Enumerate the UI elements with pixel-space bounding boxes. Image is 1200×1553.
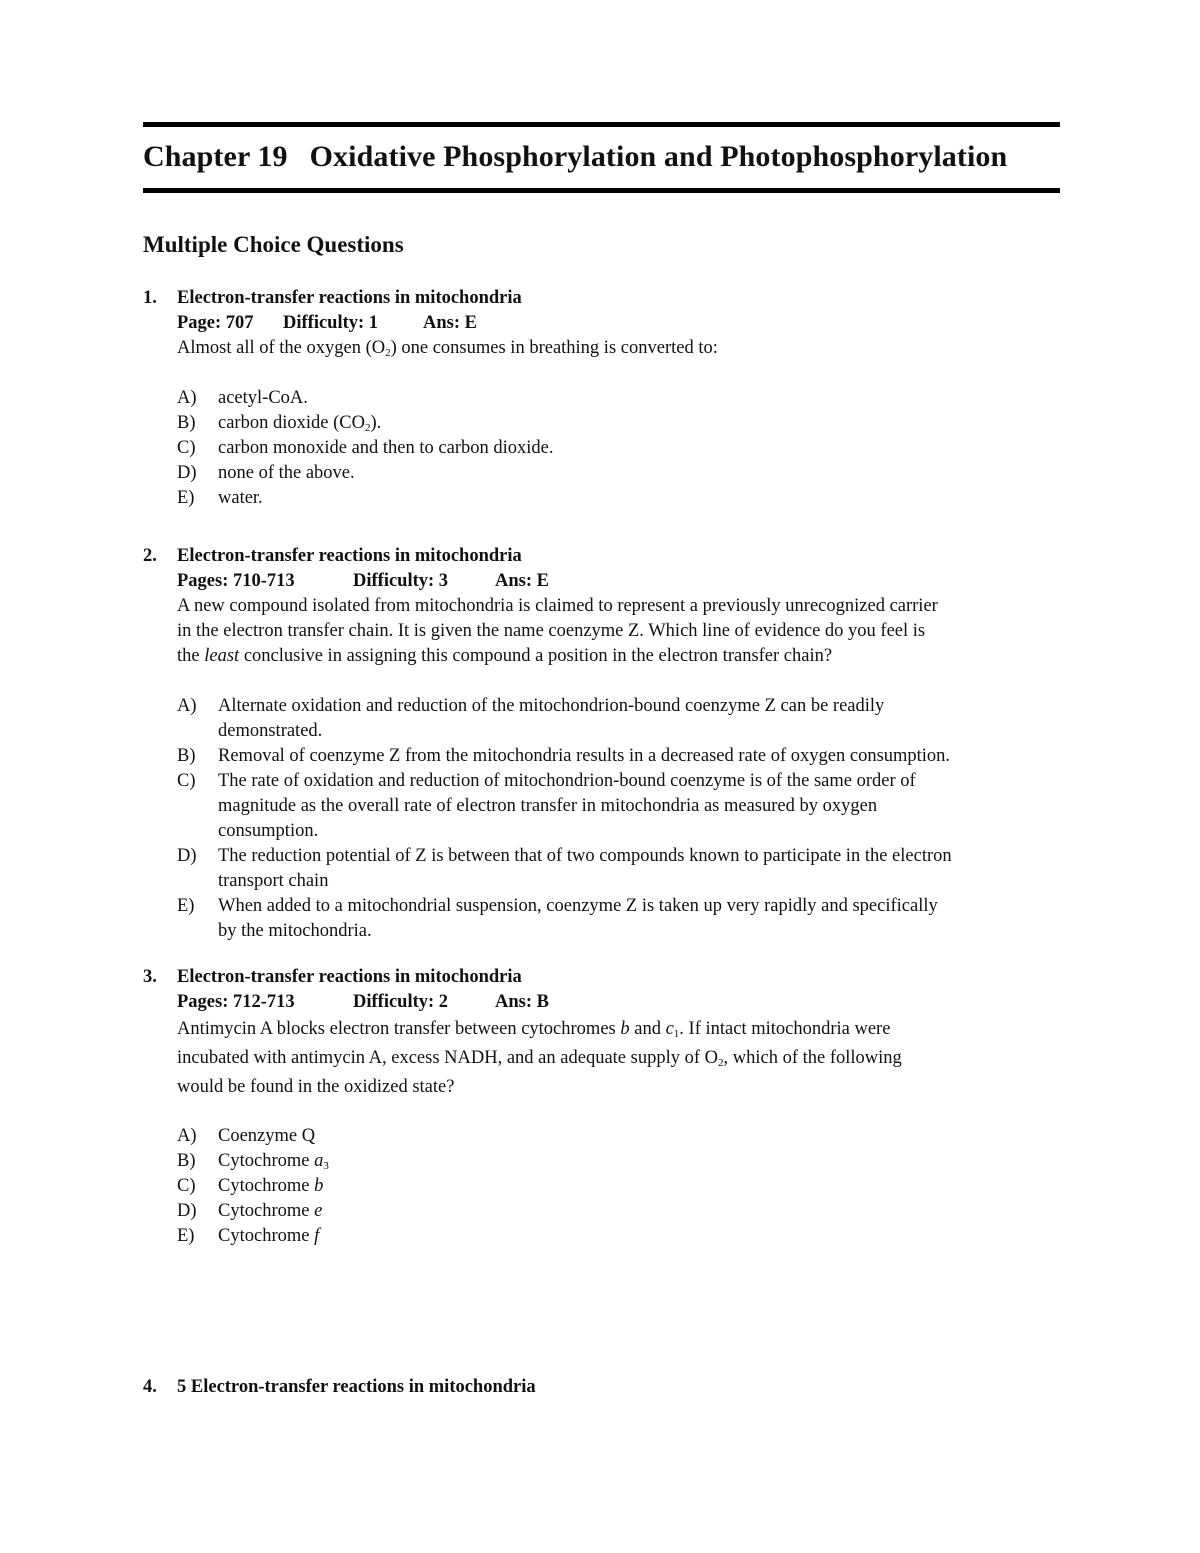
stem-text: Antimycin A blocks electron transfer between cytochromes (177, 1019, 621, 1039)
question-meta (143, 569, 1063, 594)
question-header (143, 965, 1063, 990)
option-text: carbon monoxide and then to carbon dioxide. (218, 438, 554, 458)
difficulty: Difficulty: 1 (283, 313, 379, 333)
option-c (177, 769, 1063, 844)
option-text: Cytochrome (218, 1176, 315, 1196)
question-header (143, 286, 1063, 311)
option-letter: B) (177, 746, 196, 766)
option-c (177, 1174, 1063, 1199)
option-e (177, 894, 1063, 944)
option-letter: D) (177, 463, 197, 483)
question-topic: Electron-transfer reactions in mitochondria (177, 546, 522, 566)
stem-subscript: 2 (718, 1057, 724, 1069)
option-letter: D) (177, 846, 197, 866)
option-letter: B) (177, 1151, 196, 1171)
option-text: water. (218, 488, 263, 508)
option-text: consumption. (218, 821, 319, 841)
question-topic: Electron-transfer reactions in mitochondria (177, 288, 522, 308)
option-letter: C) (177, 771, 196, 791)
option-text: The rate of oxidation and reduction of mitochondrion-bound coenzyme is of the same order of (218, 771, 916, 791)
option-emphasis: a (314, 1151, 324, 1171)
option-letter: B) (177, 413, 196, 433)
stem-line: A new compound isolated from mitochondria is claimed to represent a previously unrecognized carrier (177, 596, 938, 616)
option-letter: E) (177, 896, 195, 916)
page-ref: Page: 707 (177, 313, 254, 333)
option-text: acetyl-CoA. (218, 388, 308, 408)
section-heading: Multiple Choice Questions (143, 232, 404, 257)
stem-text: . If intact mitochondria were (679, 1019, 891, 1039)
option-e (177, 1224, 1063, 1249)
option-a (177, 386, 1063, 411)
page-ref: Pages: 710-713 (177, 571, 295, 591)
option-subscript: 2 (364, 422, 371, 434)
stem-subscript: 2 (385, 347, 391, 359)
question-stem (143, 1015, 1063, 1102)
question-2 (143, 544, 1063, 944)
question-topic: Electron-transfer reactions in mitochondria (177, 967, 522, 987)
difficulty: Difficulty: 3 (353, 571, 449, 591)
option-text: by the mitochondria. (218, 921, 372, 941)
question-1 (143, 286, 1063, 511)
option-text: Alternate oxidation and reduction of the mitochondrion-bound coenzyme Z can be readily (218, 696, 885, 716)
question-number: 2. (143, 546, 157, 566)
option-a (177, 1124, 1063, 1149)
page-ref: Pages: 712-713 (177, 992, 295, 1012)
chapter-number: Chapter 19 (143, 140, 288, 173)
stem-line: in the electron transfer chain. It is given the name coenzyme Z. Which line of evidence do you feel is (177, 621, 926, 641)
top-rule (143, 122, 1060, 127)
question-stem (143, 336, 1063, 361)
stem-text: , which of the following (723, 1048, 902, 1068)
stem-text: and (629, 1019, 666, 1039)
option-letter: C) (177, 438, 196, 458)
answer-options (143, 1124, 1063, 1249)
option-letter: E) (177, 488, 195, 508)
stem-subscript: 1 (673, 1028, 680, 1040)
option-text: carbon dioxide (CO (218, 413, 365, 433)
stem-text: ) one consumes in breathing is converted to: (390, 338, 718, 358)
option-text: demonstrated. (218, 721, 323, 741)
question-4 (143, 1377, 536, 1398)
stem-text: conclusive in assigning this compound a position in the electron transfer chain? (239, 646, 833, 666)
option-text: none of the above. (218, 463, 355, 483)
chapter-title (143, 140, 1007, 174)
answer-options (143, 694, 1063, 944)
stem-text: Almost all of the oxygen (O (177, 338, 386, 358)
option-subscript: 3 (323, 1160, 329, 1172)
stem-text: incubated with antimycin A, excess NADH, and an adequate supply of O (177, 1048, 718, 1068)
option-emphasis: e (314, 1201, 323, 1221)
option-letter: D) (177, 1201, 197, 1221)
stem-line: would be found in the oxidized state? (177, 1077, 455, 1097)
question-3 (143, 965, 1063, 1249)
stem-emphasis: b (620, 1019, 630, 1039)
option-d (177, 1199, 1063, 1224)
option-text: Coenzyme Q (218, 1126, 316, 1146)
option-emphasis: f (314, 1226, 320, 1246)
question-header (143, 544, 1063, 569)
option-letter: E) (177, 1226, 195, 1246)
difficulty: Difficulty: 2 (353, 992, 449, 1012)
stem-emphasis: c (665, 1019, 674, 1039)
question-topic: 5 Electron-transfer reactions in mitochondria (177, 1377, 536, 1397)
question-stem (143, 594, 1063, 669)
option-text: Removal of coenzyme Z from the mitochondria results in a decreased rate of oxygen consumption. (218, 746, 951, 766)
option-text: Cytochrome (218, 1151, 315, 1171)
answer: Ans: B (495, 992, 549, 1012)
stem-text: the (177, 646, 205, 666)
option-emphasis: b (314, 1176, 324, 1196)
answer-options (143, 386, 1063, 511)
option-text: Cytochrome (218, 1226, 315, 1246)
option-text: When added to a mitochondrial suspension, coenzyme Z is taken up very rapidly and specifically (218, 896, 938, 916)
option-letter: A) (177, 388, 197, 408)
option-b (177, 411, 1063, 436)
question-meta (143, 990, 1063, 1015)
question-number: 3. (143, 967, 157, 987)
stem-emphasis: least (204, 646, 240, 666)
option-d (177, 461, 1063, 486)
option-text: transport chain (218, 871, 329, 891)
option-b (177, 744, 1063, 769)
option-e (177, 486, 1063, 511)
answer: Ans: E (423, 313, 477, 333)
option-a (177, 694, 1063, 744)
option-letter: A) (177, 696, 197, 716)
question-number: 4. (143, 1377, 157, 1397)
option-text: The reduction potential of Z is between that of two compounds known to participate in the electron (218, 846, 952, 866)
option-text: magnitude as the overall rate of electron transfer in mitochondria as measured by oxygen (218, 796, 878, 816)
option-letter: A) (177, 1126, 197, 1146)
bottom-rule (143, 188, 1060, 193)
question-meta (143, 311, 1063, 336)
chapter-name: Oxidative Phosphorylation and Photophosphorylation (309, 140, 1008, 173)
option-letter: C) (177, 1176, 196, 1196)
option-c (177, 436, 1063, 461)
answer: Ans: E (495, 571, 549, 591)
option-b (177, 1149, 1063, 1174)
option-text: ). (370, 413, 382, 433)
option-text: Cytochrome (218, 1201, 315, 1221)
option-d (177, 844, 1063, 894)
question-number: 1. (143, 288, 157, 308)
